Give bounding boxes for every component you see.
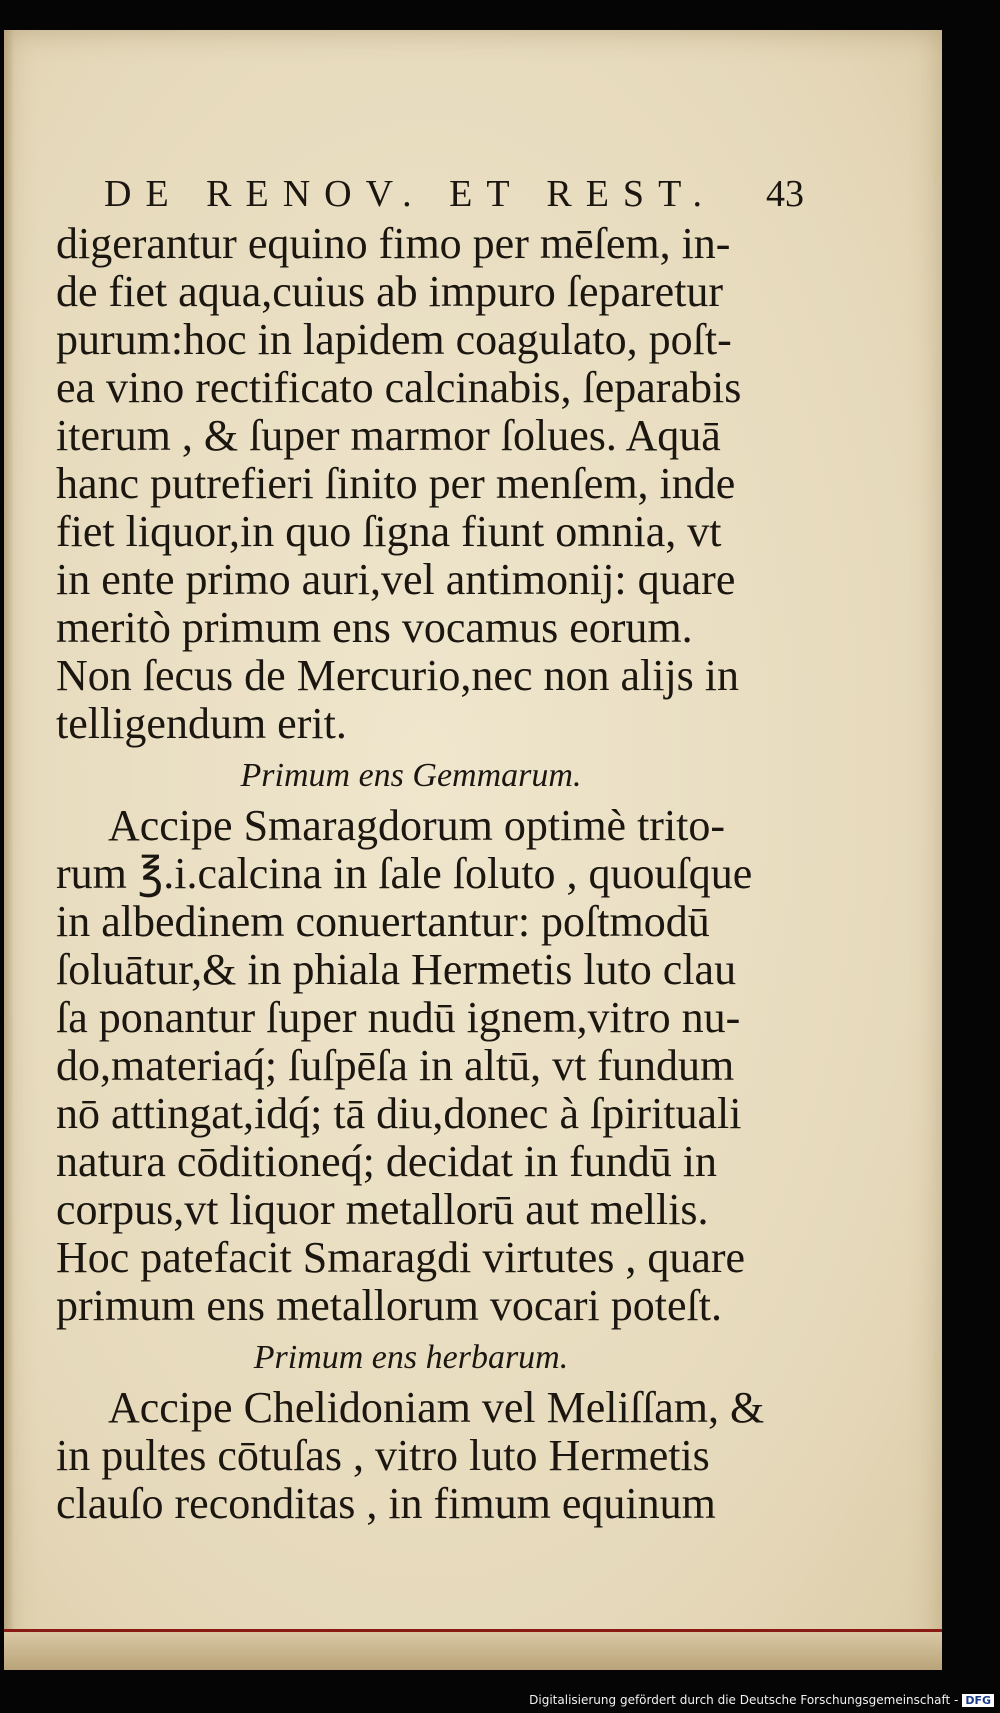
text-line: natura cōditioneq́; decidat in fundū in — [56, 1137, 718, 1186]
text-line: Accipe Chelidoniam vel Meliſſam, & — [108, 1383, 765, 1432]
page-bottom-edge — [4, 1632, 942, 1670]
book-page — [4, 30, 942, 1670]
paragraph-gemmarum — [56, 802, 796, 1330]
text-line: do,materiaq́; ſuſpēſa in altū, vt fundum — [56, 1041, 735, 1090]
page-number: 43 — [766, 173, 804, 215]
text-line: Accipe Smaragdorum optimè trito- — [108, 801, 726, 850]
page-gutter-shadow — [4, 30, 14, 1670]
text-line: in pultes cōtuſas , vitro luto Hermetis — [56, 1431, 710, 1480]
text-line: ea vino rectificato calcinabis, ſeparabis — [56, 363, 742, 412]
text-line: nō attingat,idq́; tā diu,donec à ſpirituali — [56, 1089, 742, 1138]
section-heading-gemmarum: Primum ens Gemmarum. — [240, 757, 582, 794]
text-line: in albedinem conuertantur: poſtmodū — [56, 897, 710, 946]
text-line: fiet liquor,in quo ſigna fiunt omnia, vt — [56, 507, 722, 556]
text-line: digerantur equino fimo per mēſem, in- — [56, 219, 731, 268]
text-line: ſoluātur,& in phiala Hermetis luto clau — [56, 945, 737, 994]
text-line: iterum , & ſuper marmor ſolues. Aquā — [56, 411, 721, 460]
running-head-title: DE RENOV. ET REST. — [104, 173, 716, 215]
text-line: hanc putrefieri ſinito per menſem, inde — [56, 459, 736, 508]
section-heading-herbarum: Primum ens herbarum. — [253, 1339, 569, 1376]
digitization-credit — [529, 1693, 994, 1707]
running-head — [104, 170, 804, 218]
text-line: de fiet aqua,cuius ab impuro ſeparetur — [56, 267, 724, 316]
text-line: primum ens metallorum vocari poteſt. — [56, 1281, 722, 1330]
page-text-block — [56, 170, 804, 1528]
paragraph-herbarum — [56, 1384, 796, 1528]
credit-text: Digitalisierung gefördert durch die Deutsche Forschungsgemeinschaft - — [529, 1693, 959, 1707]
text-line: corpus,vt liquor metallorū aut mellis. — [56, 1185, 709, 1234]
text-line: in ente primo auri,vel antimonij: quare — [56, 555, 736, 604]
paragraph-continuation — [56, 220, 796, 748]
text-line: meritò primum ens vocamus eorum. — [56, 603, 693, 652]
text-line: rum ℥.i.calcina in ſale ſoluto , quouſque — [56, 849, 753, 898]
text-line: purum:hoc in lapidem coagulato, poſt- — [56, 315, 732, 364]
text-line: ſa ponantur ſuper nudū ignem,vitro nu- — [56, 993, 741, 1042]
dfg-logo: DFG — [962, 1694, 994, 1707]
text-line: clauſo reconditas , in fimum equinum — [56, 1479, 716, 1528]
text-line: Hoc patefacit Smaragdi virtutes , quare — [56, 1233, 746, 1282]
text-line: telligendum erit. — [56, 699, 347, 748]
text-line: Non ſecus de Mercurio,nec non alijs in — [56, 651, 740, 700]
